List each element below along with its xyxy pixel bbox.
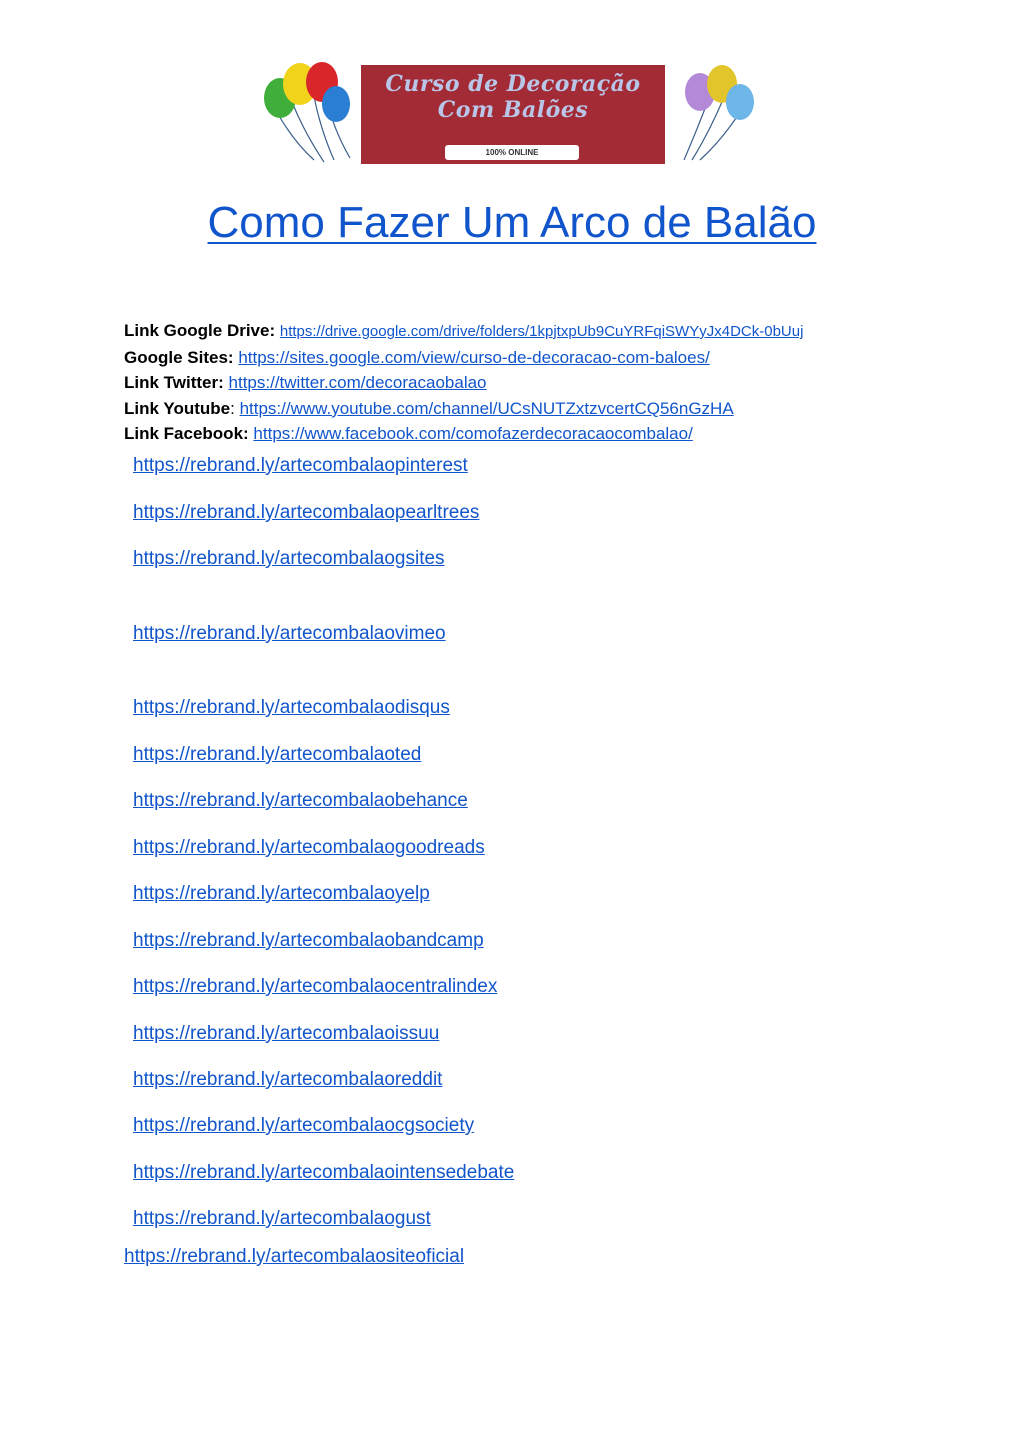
- banner-title: Curso de Decoração Com Balões: [385, 71, 641, 123]
- rebrand-link-gust[interactable]: https://rebrand.ly/artecombalaogust: [133, 1208, 431, 1229]
- banner-image: [264, 62, 758, 164]
- google-sites-link[interactable]: https://sites.google.com/view/curso-de-decoracao-com-baloes/: [238, 347, 710, 367]
- rebrand-link-behance[interactable]: https://rebrand.ly/artecombalaobehance: [133, 790, 468, 811]
- banner-center-panel: [361, 65, 665, 164]
- rebrand-link-gsites[interactable]: https://rebrand.ly/artecombalaogsites: [133, 548, 445, 569]
- rebrand-link-reddit[interactable]: https://rebrand.ly/artecombalaoreddit: [133, 1069, 443, 1090]
- banner-badge: 100% ONLINE: [445, 145, 579, 160]
- youtube-link[interactable]: https://www.youtube.com/channel/UCsNUTZxtzvcertCQ56nGzHA: [239, 398, 734, 418]
- rebrand-link-ted[interactable]: https://rebrand.ly/artecombalaoted: [133, 744, 422, 765]
- facebook-label: Link Facebook:: [124, 424, 249, 444]
- google-sites-label: Google Sites:: [124, 347, 234, 367]
- facebook-link[interactable]: https://www.facebook.com/comofazerdecoracaocombalao/: [253, 424, 693, 444]
- page-title[interactable]: Como Fazer Um Arco de Balão: [207, 198, 817, 247]
- rebrand-link-pearltrees[interactable]: https://rebrand.ly/artecombalaopearltrees: [133, 502, 480, 523]
- rebrand-link-intensedebate[interactable]: https://rebrand.ly/artecombalaointensedebate: [133, 1162, 515, 1183]
- youtube-colon: :: [230, 398, 235, 418]
- google-drive-link[interactable]: https://drive.google.com/drive/folders/1kpjtxpUb9CuYRFqiSWYyJx4DCk-0bUuj: [279, 323, 804, 340]
- rebrand-link-centralindex[interactable]: https://rebrand.ly/artecombalaocentralindex: [133, 976, 498, 997]
- balloons-left-icon: [264, 62, 362, 164]
- google-drive-label: Link Google Drive:: [124, 321, 276, 340]
- google-drive-row: [124, 318, 803, 345]
- google-sites-row: [124, 345, 803, 371]
- rebrand-link-disqus[interactable]: https://rebrand.ly/artecombalaodisqus: [133, 697, 450, 718]
- rebrand-link-pinterest[interactable]: https://rebrand.ly/artecombalaopinterest: [133, 455, 468, 476]
- twitter-row: [124, 370, 803, 396]
- youtube-row: [124, 396, 803, 422]
- rebrand-link-cgsociety[interactable]: https://rebrand.ly/artecombalaocgsociety: [133, 1115, 475, 1136]
- balloons-right-icon: [678, 62, 758, 164]
- twitter-link[interactable]: https://twitter.com/decoracaobalao: [228, 373, 487, 393]
- rebrand-link-goodreads[interactable]: https://rebrand.ly/artecombalaogoodreads: [133, 837, 485, 858]
- youtube-label: Link Youtube: [124, 398, 231, 418]
- social-links-block: [124, 318, 803, 447]
- twitter-label: Link Twitter:: [124, 373, 224, 393]
- rebrand-link-vimeo[interactable]: https://rebrand.ly/artecombalaovimeo: [133, 623, 446, 644]
- rebrand-link-issuu[interactable]: https://rebrand.ly/artecombalaoissuu: [133, 1023, 440, 1044]
- rebrand-link-bandcamp[interactable]: https://rebrand.ly/artecombalaobandcamp: [133, 930, 484, 951]
- facebook-row: [124, 421, 803, 447]
- rebrand-link-siteoficial[interactable]: https://rebrand.ly/artecombalaositeoficial: [124, 1246, 465, 1267]
- rebrand-link-yelp[interactable]: https://rebrand.ly/artecombalaoyelp: [133, 883, 430, 904]
